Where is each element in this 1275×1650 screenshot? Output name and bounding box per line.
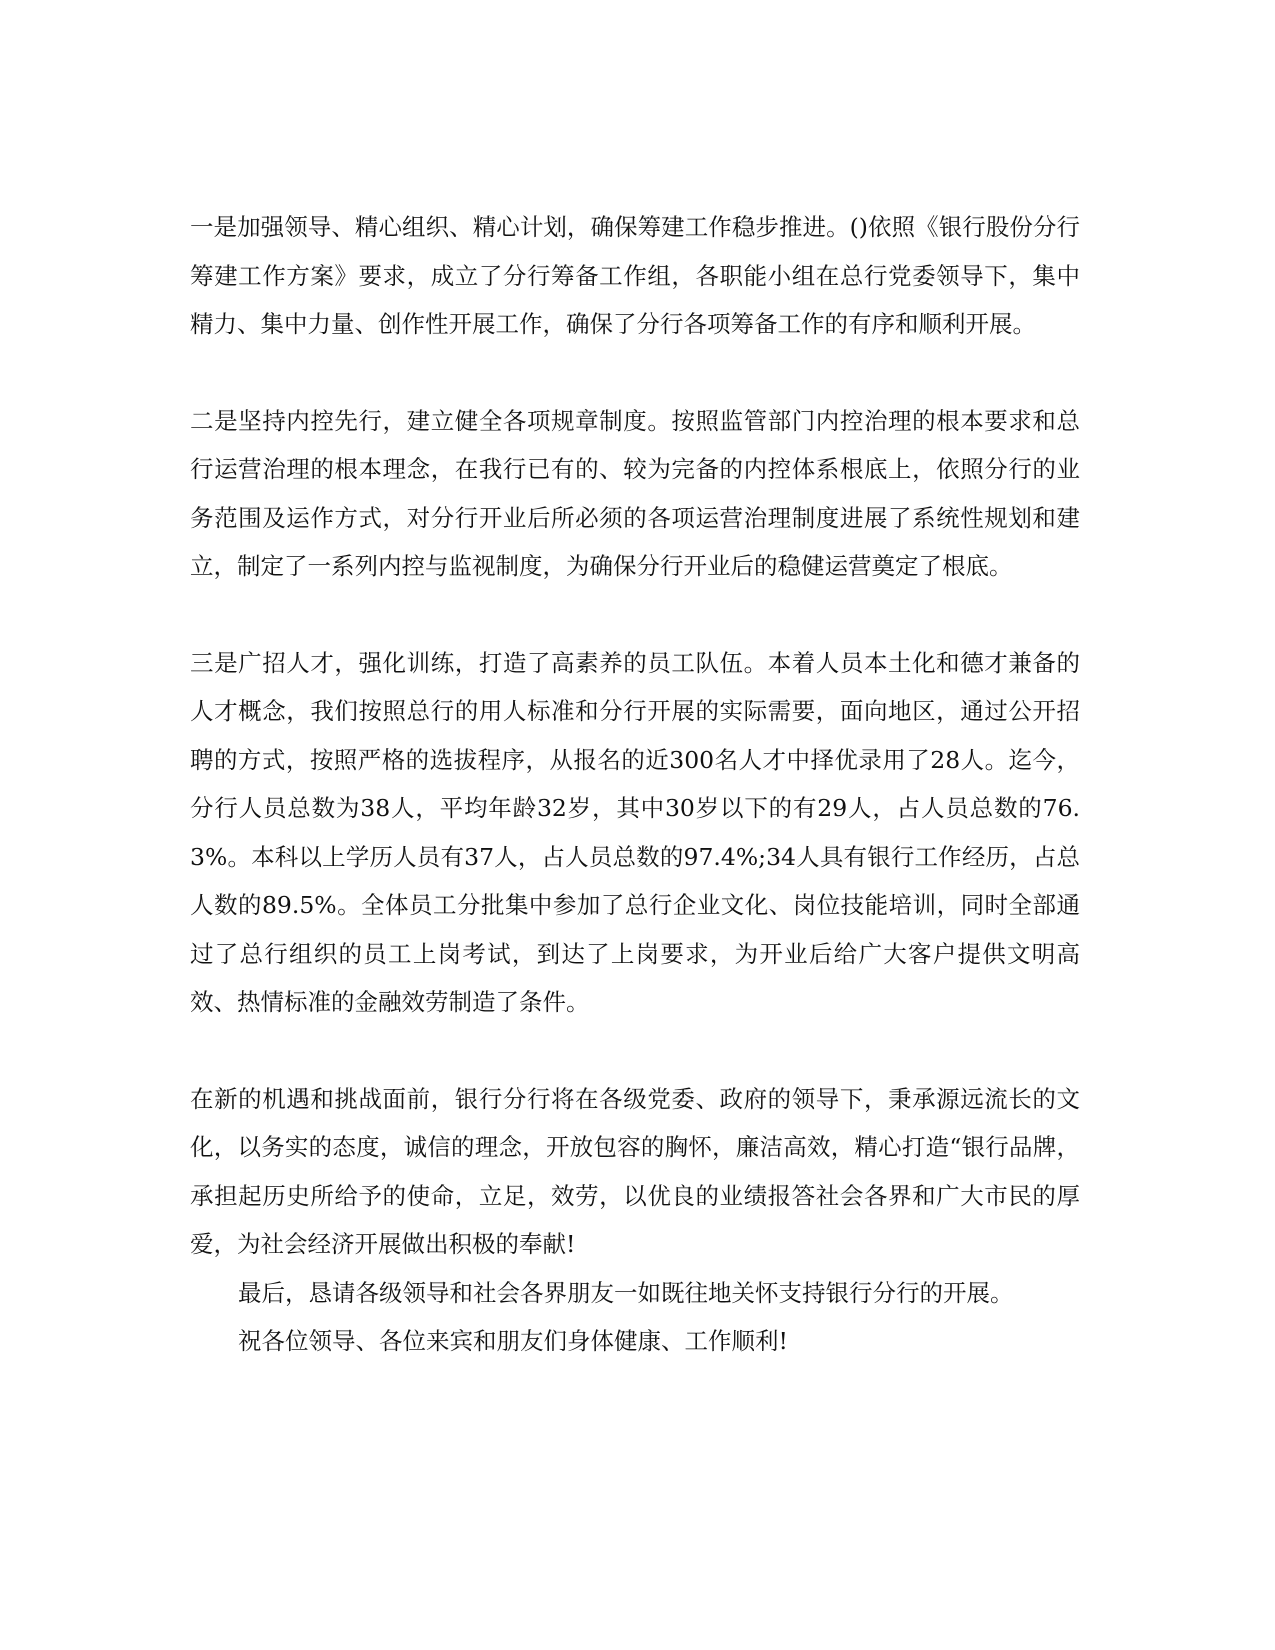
paragraph-outlook: 在新的机遇和挑战面前，银行分行将在各级党委、政府的领导下，秉承源远流长的文化，以务实的态度，诚信的理念，开放包容的胸怀，廉洁高效，精心打造“银行品牌，承担起历史所给予的使命，立足，效劳，以优良的业绩报答社会各界和广大市民的厚爱，为社会经济开展做出积极的奉献! [190,1084,1080,1258]
paragraph-talent: 三是广招人才，强化训练，打造了高素养的员工队伍。本着人员本土化和德才兼备的人才概念，我们按照总行的用人标准和分行开展的实际需要，面向地区，通过公开招聘的方式，按照严格的选拔程序，从报名的近300名人才中择优录用了28人。迄今，分行人员总数为38人，平均年龄32岁，其中30岁以下的有29人，占人员总数的76.3%。本科以上学历人员有37人，占人员总数的97.4%;34人具有银行工作经历，占总人数的89.5%。全体员工分批集中参加了总行企业文化、岗位技能培训，同时全部通过了总行组织的员工上岗考试，到达了上岗要求，为开业后给广大客户提供文明高效、热情标准的金融效劳制造了条件。 [190,648,1080,1016]
paragraph-leadership: 一是加强领导、精心组织、精心计划，确保筹建工作稳步推进。()依照《银行股份分行筹建工作方案》要求，成立了分行筹备工作组，各职能小组在总行党委领导下，集中精力、集中力量、创作性开展工作，确保了分行各项筹备工作的有序和顺利开展。 [190,213,1080,338]
paragraph-internal-control: 二是坚持内控先行，建立健全各项规章制度。按照监管部门内控治理的根本要求和总行运营治理的根本理念，在我行已有的、较为完备的内控体系根底上，依照分行的业务范围及运作方式，对分行开业后所必须的各项运营治理制度进展了系统性规划和建立，制定了一系列内控与监视制度，为确保分行开业后的稳健运营奠定了根底。 [190,406,1080,580]
paragraph-closing-wishes: 祝各位领导、各位来宾和朋友们身体健康、工作顺利! [238,1327,788,1355]
document-body [190,203,1080,1366]
paragraph-closing-request: 最后，恳请各级领导和社会各界朋友一如既往地关怀支持银行分行的开展。 [238,1278,1014,1307]
